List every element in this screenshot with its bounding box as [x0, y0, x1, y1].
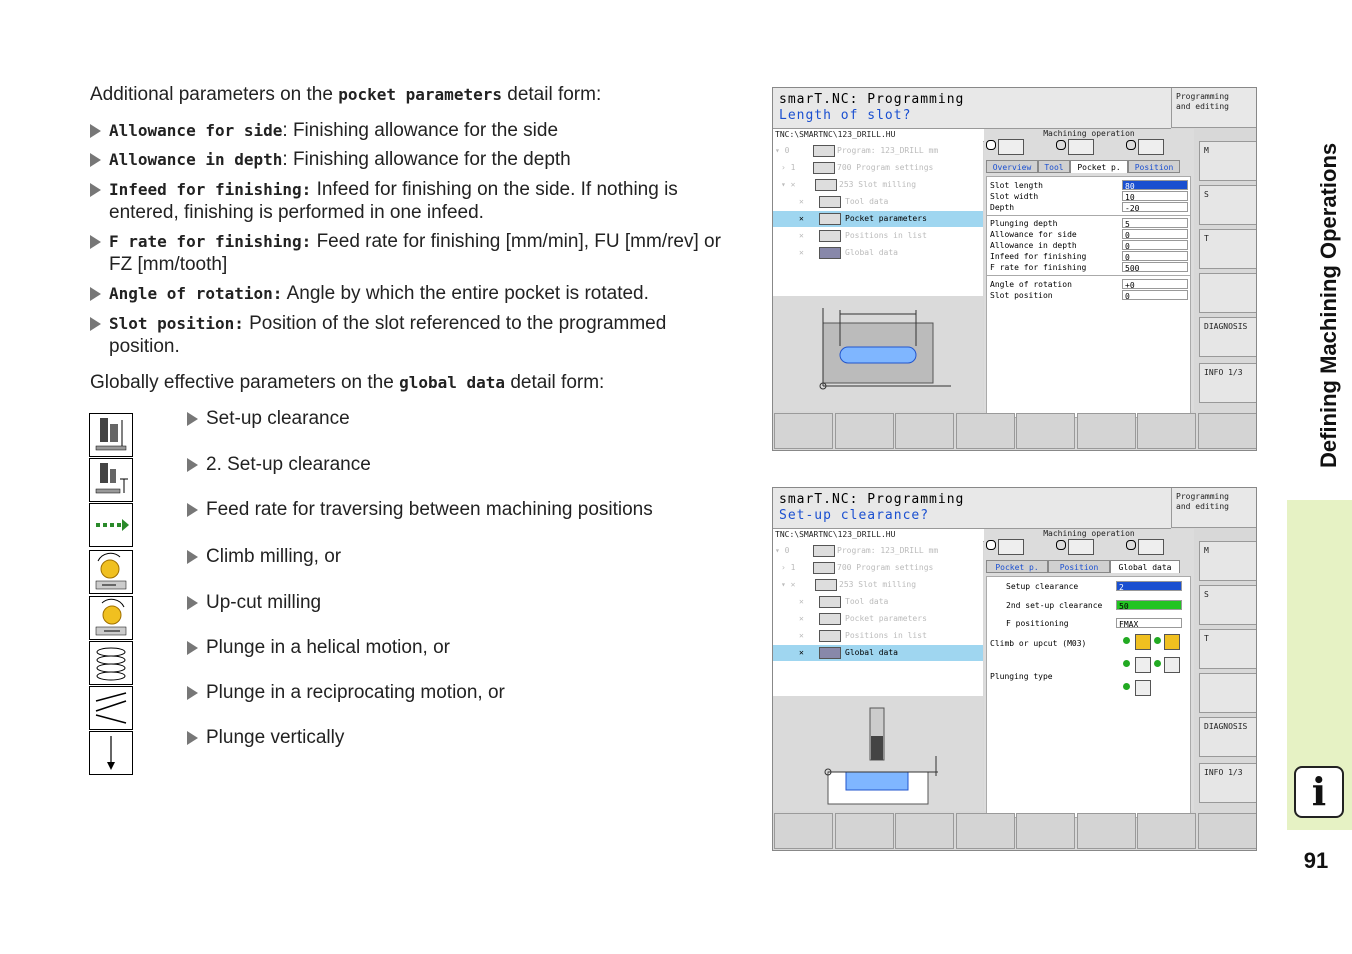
global-intro-code: global data: [399, 373, 506, 392]
machining-operation-header: [984, 529, 1194, 557]
field-plunging-type[interactable]: [990, 671, 1190, 682]
tab-global-data[interactable]: Global data: [1110, 560, 1180, 573]
field-label: Slot length: [990, 181, 1043, 190]
climb-milling-icon: [1135, 634, 1151, 650]
globe-icon: [819, 247, 841, 259]
side-label: M: [1204, 546, 1209, 555]
field-value[interactable]: 0: [1122, 290, 1188, 300]
radio-roughing-finishing[interactable]: [1126, 140, 1136, 150]
bullet-text: Infeed for finishing on the side. If nothing is entered, finishing is performed in one infeed.: [109, 179, 678, 223]
softkey-7[interactable]: [1137, 413, 1196, 449]
field-value[interactable]: 0: [1122, 229, 1188, 239]
softkey-1[interactable]: [774, 413, 833, 449]
field-depth[interactable]: [990, 202, 1190, 213]
positions-icon: [819, 630, 841, 642]
screenshot-global-data: [772, 487, 1257, 851]
tree-label: Global data: [845, 248, 898, 257]
mode-line: and editing: [1176, 502, 1229, 511]
info-button[interactable]: [1199, 763, 1257, 803]
softkey-2[interactable]: [835, 813, 894, 849]
field-plunging-depth[interactable]: [990, 218, 1190, 229]
screen-title: smarT.NC: Programming: [779, 492, 965, 507]
bullet-text: Feed rate for finishing [mm/min], FU [mm/rev] or FZ [mm/tooth]: [109, 231, 721, 275]
tree-mark: ✕: [799, 231, 804, 240]
side-label: DIAGNOSIS: [1204, 722, 1248, 731]
reciprocating-plunge-icon: [89, 686, 133, 730]
radio-reciprocating[interactable]: [1154, 660, 1161, 667]
diagnosis-button[interactable]: [1199, 317, 1257, 357]
side-label: DIAGNOSIS: [1204, 322, 1248, 331]
screen-prompt: Length of slot?: [779, 108, 912, 123]
global-item-second-setup-clearance: [187, 453, 371, 476]
field-label: Depth: [990, 203, 1015, 212]
global-intro-text-end: detail form:: [505, 372, 605, 393]
m-function-button[interactable]: [1199, 541, 1257, 581]
field-frate-finishing[interactable]: [990, 262, 1190, 273]
softkey-3[interactable]: [895, 413, 954, 449]
finishing-icon: [1068, 139, 1094, 155]
softkey-row: [773, 811, 1257, 851]
side-softkeys: [1196, 529, 1257, 811]
bullet-arrow-icon: [90, 317, 101, 331]
radio-roughing[interactable]: [986, 540, 996, 550]
global-item-label: Up-cut milling: [206, 592, 322, 613]
bullet-allowance-depth: [90, 148, 740, 171]
global-item-label: Plunge in a helical motion, or: [206, 637, 450, 658]
tree-mark: › 1: [781, 163, 796, 172]
field-slot-width[interactable]: [990, 191, 1190, 202]
detail-form: [984, 529, 1194, 811]
bullet-code: Slot position:: [109, 314, 244, 333]
softkey-6[interactable]: [1077, 813, 1136, 849]
tree-mark: ✕: [799, 614, 804, 623]
softkey-8[interactable]: [1198, 813, 1257, 849]
global-item-label: Feed rate for traversing between machining positions: [206, 499, 653, 520]
bullet-text: Angle by which the entire pocket is rotated.: [282, 283, 649, 304]
bullet-arrow-icon: [187, 412, 198, 426]
bullet-text: : Finishing allowance for the depth: [282, 149, 571, 170]
field-label: Plunging type: [990, 672, 1053, 681]
tree-label: 700 Program settings: [837, 163, 934, 172]
program-icon: [813, 145, 835, 157]
helical-plunge-icon: [1135, 657, 1151, 673]
tree-mark: › 1: [781, 563, 796, 572]
bullet-infeed-finishing: [90, 178, 740, 224]
spindle-button[interactable]: [1199, 585, 1257, 625]
slot-preview-graphic: [773, 296, 983, 411]
tree-row[interactable]: [773, 628, 983, 644]
intro-paragraph: [90, 83, 601, 106]
machining-label: Machining operation: [1043, 529, 1135, 538]
softkey-8[interactable]: [1198, 413, 1257, 449]
tab-pocket-parameters[interactable]: Pocket p.: [986, 560, 1048, 573]
bullet-code: Allowance for side: [109, 121, 283, 140]
field-angle-rotation[interactable]: [990, 279, 1190, 290]
tree-row[interactable]: [773, 611, 983, 627]
tree-row[interactable]: [773, 543, 983, 559]
side-label: T: [1204, 634, 1209, 643]
tree-label: Pocket parameters: [845, 614, 927, 623]
tree-label: Pocket parameters: [845, 214, 927, 223]
global-intro-text: Globally effective parameters on the: [90, 372, 400, 393]
bullet-arrow-icon: [90, 235, 101, 249]
tree-mark: ▾ 0: [775, 146, 790, 155]
bullet-arrow-icon: [90, 153, 101, 167]
tree-label: Global data: [845, 648, 898, 657]
m-function-button[interactable]: [1199, 141, 1257, 181]
field-value[interactable]: 0: [1122, 240, 1188, 250]
tree-row[interactable]: [773, 160, 983, 176]
global-item-label: Set-up clearance: [206, 408, 350, 429]
radio-finishing[interactable]: [1056, 540, 1066, 550]
screen-title-bar: [773, 88, 1171, 129]
tree-mark: ▾ ✕: [781, 180, 796, 189]
field-label: Climb or upcut (M03): [990, 639, 1087, 648]
side-label: S: [1204, 190, 1209, 199]
bullet-arrow-icon: [90, 183, 101, 197]
tab-tool[interactable]: Tool: [1038, 160, 1070, 173]
tree-row[interactable]: [773, 194, 983, 210]
tab-overview[interactable]: Overview: [986, 160, 1038, 173]
tab-pocket-parameters[interactable]: Pocket p.: [1070, 160, 1128, 173]
field-label: Slot width: [990, 192, 1039, 201]
global-item-label: 2. Set-up clearance: [206, 454, 371, 475]
radio-roughing-finishing[interactable]: [1126, 540, 1136, 550]
bullet-code: F rate for finishing:: [109, 232, 312, 251]
tree-row-selected[interactable]: [773, 645, 983, 661]
finishing-icon: [1068, 539, 1094, 555]
tool-button[interactable]: [1199, 229, 1257, 269]
divider: [987, 215, 1190, 216]
screen-path: TNC:\SMARTNC\123_DRILL.HU: [773, 129, 985, 142]
field-value[interactable]: +0: [1122, 279, 1188, 289]
tree-row-selected[interactable]: [773, 211, 983, 227]
tree-row[interactable]: [773, 577, 983, 593]
tree-label: Positions in list: [845, 231, 927, 240]
tree-row[interactable]: [773, 245, 983, 261]
side-label: INFO 1/3: [1204, 368, 1243, 377]
tree-label: Positions in list: [845, 631, 927, 640]
feed-positioning-icon: [89, 503, 133, 547]
globe-icon: [819, 647, 841, 659]
field-infeed-finishing[interactable]: [990, 251, 1190, 262]
chapter-title: [1282, 86, 1341, 468]
global-item-helical-plunge: [187, 636, 450, 659]
tree-label: Program: 123_DRILL mm: [837, 146, 939, 155]
side-label: T: [1204, 234, 1209, 243]
intro-text-end: detail form:: [501, 84, 602, 105]
machining-label: Machining operation: [1043, 129, 1135, 138]
vertical-plunge-icon: [89, 731, 133, 775]
program-tree: [773, 141, 983, 296]
bullet-arrow-icon: [187, 641, 198, 655]
machining-operation-header: [984, 129, 1194, 157]
radio-helical[interactable]: [1123, 660, 1130, 667]
field-label: Allowance in depth: [990, 241, 1077, 250]
bullet-code: Allowance in depth: [109, 150, 283, 169]
pocket-icon: [819, 213, 841, 225]
tab-position[interactable]: Position: [1048, 560, 1110, 573]
field-value[interactable]: 50: [1116, 600, 1182, 610]
blank-button[interactable]: [1199, 673, 1257, 713]
global-item-label: Climb milling, or: [206, 546, 342, 567]
radio-finishing[interactable]: [1056, 140, 1066, 150]
program-icon: [813, 545, 835, 557]
field-label: F positioning: [1006, 619, 1069, 628]
radio-roughing[interactable]: [986, 140, 996, 150]
global-item-label: Plunge vertically: [206, 727, 345, 748]
field-value[interactable]: 0: [1122, 251, 1188, 261]
helical-plunge-icon: [89, 641, 133, 685]
field-value[interactable]: 10: [1122, 191, 1188, 201]
field-label: Infeed for finishing: [990, 252, 1087, 261]
tree-mark: ▾ ✕: [781, 580, 796, 589]
clearance-preview-graphic: [773, 696, 983, 811]
tool-button[interactable]: [1199, 629, 1257, 669]
second-setup-clearance-icon: [89, 458, 133, 502]
tree-row[interactable]: [773, 560, 983, 576]
softkey-4[interactable]: [956, 813, 1015, 849]
field-value[interactable]: FMAX: [1116, 618, 1182, 628]
softkey-row: [773, 411, 1257, 451]
climb-milling-icon: [89, 550, 133, 594]
info-button[interactable]: [1199, 363, 1257, 403]
diagnosis-button[interactable]: [1199, 717, 1257, 757]
field-label: Plunging depth: [990, 219, 1058, 228]
tree-label: 253 Slot milling: [839, 180, 917, 189]
softkey-2[interactable]: [835, 413, 894, 449]
program-tree: [773, 541, 983, 696]
blank-button[interactable]: [1199, 273, 1257, 313]
info-icon-glyph: i: [1311, 769, 1327, 814]
softkey-6[interactable]: [1077, 413, 1136, 449]
bullet-arrow-icon: [90, 124, 101, 138]
tree-row[interactable]: [773, 143, 983, 159]
screen-title-bar: [773, 488, 1171, 529]
field-allowance-depth[interactable]: [990, 240, 1190, 251]
field-f-positioning[interactable]: [990, 618, 1190, 629]
field-slot-position[interactable]: [990, 290, 1190, 301]
bullet-text: : Finishing allowance for the side: [282, 120, 559, 141]
tree-mark: ✕: [799, 597, 804, 606]
field-label: F rate for finishing: [990, 263, 1087, 272]
positions-icon: [819, 230, 841, 242]
side-label: M: [1204, 146, 1209, 155]
form-panel: [986, 176, 1191, 418]
global-item-reciprocating-plunge: [187, 681, 505, 704]
settings-icon: [813, 562, 835, 574]
tree-row[interactable]: [773, 177, 983, 193]
bullet-angle-rotation: [90, 282, 740, 305]
pocket-icon: [819, 613, 841, 625]
tree-label: Tool data: [845, 597, 889, 606]
softkey-4[interactable]: [956, 413, 1015, 449]
tree-label: 253 Slot milling: [839, 580, 917, 589]
tree-mark: ✕: [799, 214, 804, 223]
spindle-button[interactable]: [1199, 185, 1257, 225]
radio-climb[interactable]: [1123, 637, 1130, 644]
tree-label: Tool data: [845, 197, 889, 206]
softkey-5[interactable]: [1016, 813, 1075, 849]
field-value[interactable]: 80: [1122, 180, 1188, 190]
tree-mark: ✕: [799, 648, 804, 657]
side-label: INFO 1/3: [1204, 768, 1243, 777]
softkey-1[interactable]: [774, 813, 833, 849]
bullet-arrow-icon: [187, 503, 198, 517]
bullet-code: Infeed for finishing:: [109, 180, 312, 199]
slot-icon: [815, 179, 837, 191]
settings-icon: [813, 162, 835, 174]
tree-mark: ✕: [799, 248, 804, 257]
bullet-arrow-icon: [187, 596, 198, 610]
tree-row[interactable]: [773, 228, 983, 244]
rough-finish-icon: [1138, 139, 1164, 155]
field-value[interactable]: 5: [1122, 218, 1188, 228]
radio-upcut[interactable]: [1154, 637, 1161, 644]
radio-vertical[interactable]: [1123, 683, 1130, 690]
form-panel: [986, 576, 1191, 818]
tool-icon: [819, 196, 841, 208]
intro-code: pocket parameters: [338, 85, 502, 104]
field-label: Slot position: [990, 291, 1053, 300]
slot-icon: [815, 579, 837, 591]
tree-mark: ✕: [799, 197, 804, 206]
roughing-icon: [998, 539, 1024, 555]
info-icon: [1294, 766, 1344, 818]
bullet-text: Position of the slot referenced to the programmed position.: [109, 313, 667, 357]
field-label: Allowance for side: [990, 230, 1077, 239]
tree-row[interactable]: [773, 594, 983, 610]
field-label: 2nd set-up clearance: [1006, 601, 1103, 610]
intro-text: Additional parameters on the: [90, 84, 339, 105]
field-value[interactable]: -20: [1122, 202, 1188, 212]
screen-prompt: Set-up clearance?: [779, 508, 930, 523]
mode-line: Programming: [1176, 492, 1229, 501]
tree-label: Program: 123_DRILL mm: [837, 546, 939, 555]
field-slot-length[interactable]: [990, 180, 1190, 191]
roughing-icon: [998, 139, 1024, 155]
side-softkeys: [1196, 129, 1257, 411]
tree-mark: ✕: [799, 631, 804, 640]
softkey-5[interactable]: [1016, 413, 1075, 449]
field-value[interactable]: 500: [1122, 262, 1188, 272]
screen-title: smarT.NC: Programming: [779, 92, 965, 107]
field-value[interactable]: 2: [1116, 581, 1182, 591]
vertical-plunge-icon: [1135, 680, 1151, 696]
screen-mode: [1171, 488, 1257, 528]
field-allowance-side[interactable]: [990, 229, 1190, 240]
global-item-feed-rate: [187, 498, 653, 521]
screenshot-pocket-parameters: [772, 87, 1257, 451]
rough-finish-icon: [1138, 539, 1164, 555]
bullet-slot-position: [90, 312, 740, 358]
detail-form: [984, 129, 1194, 411]
field-setup-clearance[interactable]: [990, 581, 1190, 592]
global-item-climb-milling: [187, 545, 341, 568]
field-label: Angle of rotation: [990, 280, 1072, 289]
divider: [987, 275, 1190, 276]
global-item-label: Plunge in a reciprocating motion, or: [206, 682, 505, 703]
up-cut-milling-icon: [1164, 634, 1180, 650]
up-cut-milling-icon: [89, 596, 133, 640]
field-label: Setup clearance: [1006, 582, 1079, 591]
global-intro-paragraph: [90, 371, 604, 394]
tool-icon: [819, 596, 841, 608]
side-label: S: [1204, 590, 1209, 599]
bullet-arrow-icon: [187, 550, 198, 564]
reciprocating-plunge-icon: [1164, 657, 1180, 673]
bullet-code: Angle of rotation:: [109, 284, 283, 303]
softkey-7[interactable]: [1137, 813, 1196, 849]
mode-line: and editing: [1176, 102, 1229, 111]
global-item-vertical-plunge: [187, 726, 344, 749]
tree-mark: ▾ 0: [775, 546, 790, 555]
bullet-arrow-icon: [187, 458, 198, 472]
bullet-arrow-icon: [187, 686, 198, 700]
tree-label: 700 Program settings: [837, 563, 934, 572]
setup-clearance-icon: [89, 413, 133, 457]
mode-line: Programming: [1176, 92, 1229, 101]
softkey-3[interactable]: [895, 813, 954, 849]
screen-mode: [1171, 88, 1257, 128]
bullet-arrow-icon: [90, 287, 101, 301]
field-second-setup-clearance[interactable]: [990, 600, 1190, 611]
bullet-arrow-icon: [187, 731, 198, 745]
global-item-up-cut-milling: [187, 591, 321, 614]
screen-path: TNC:\SMARTNC\123_DRILL.HU: [773, 529, 985, 542]
chapter-title-text: Defining Machining Operations: [1316, 142, 1341, 468]
bullet-frate-finishing: [90, 230, 740, 276]
global-item-setup-clearance: [187, 407, 350, 430]
page-number: 91: [1303, 848, 1329, 873]
tab-position[interactable]: Position: [1128, 160, 1180, 173]
bullet-allowance-side: [90, 119, 740, 142]
